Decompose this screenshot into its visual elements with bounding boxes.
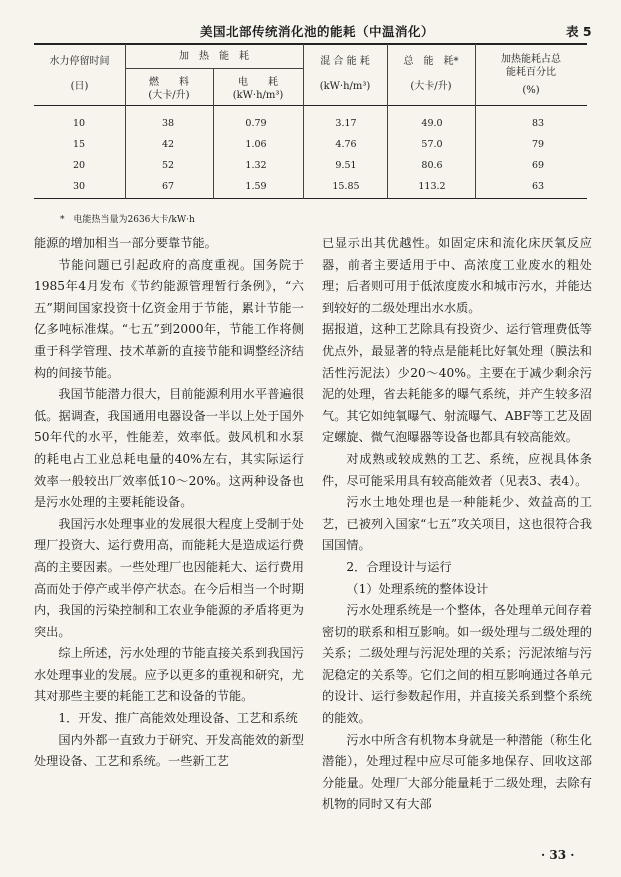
cell-days: 10 [72,118,86,129]
table-number: 表 5 [566,24,592,39]
paragraph: 综上所述，污水处理的节能直接关系到我国污水处理事业的发展。应予以更多的重视和研究，尤其对那些主要的耗能工艺和设备的节能。 [34,646,304,704]
cell-total: 49.0 [421,118,443,129]
paragraph: 能源的增加相当一部分要靠节能。 [34,236,217,250]
header-mixing: 混 合 能 耗 (kW·h/m³) [319,56,371,92]
cell-share: 63 [531,181,545,192]
paragraph: 对成熟或较成熟的工艺、系统，应视具体条件，尽可能采用具有较高能效者（见表3、表4）。 [322,451,592,488]
cell-total: 57.0 [421,139,443,150]
paragraph: 已显示出其优越性。如固定床和流化床厌氧反应器，前者主要适用于中、高浓度工业废水的粗处理；后者则可用于低浓度废水和城市污水，并能达到较好的二级处理出水水质。 [322,236,592,315]
table-caption: 美国北部传统消化池的能耗（中温消化） [200,24,435,39]
header-heating-group: 加 热 能 耗 [179,51,249,62]
header-fuel: 燃 料 (大卡/升) [148,77,190,101]
cell-days: 15 [72,139,86,150]
cell-total: 113.2 [418,181,446,192]
cell-electric: 1.59 [245,181,267,192]
cell-mixing: 4.76 [335,139,357,150]
paragraph: 国内外都一直致力于研究、开发高能效的新型处理设备、工艺和系统。一些新工艺 [34,732,304,769]
heating-group-rule [125,68,303,69]
cell-electric: 1.32 [245,160,267,171]
cell-share: 69 [531,160,545,171]
table-bottom-rule [34,198,587,199]
section-heading: 1．开发、推广高能效处理设备、工艺和系统 [58,711,298,726]
paragraph: 污水中所含有机物本身就是一种潜能（称生化潜能），处理过程中应尽可能多地保存、回收这部分能量。处理厂大部分能量耗于二级处理，去除有机物的同时又有大部 [322,732,592,812]
cell-mixing: 15.85 [332,181,360,192]
table-footnote: * 电能热当量为2636大卡/kW·h [60,215,195,225]
header-retention: 水力停留时间 (日) [49,56,110,92]
header-electric: 电 耗 (kW·h/m³) [232,77,284,101]
table-top-rule [34,43,587,45]
header-share: 加热能耗占总 能耗百分比 (%) [501,54,561,96]
cell-electric: 0.79 [245,118,267,129]
section-heading: 2．合理设计与运行 [346,559,452,574]
subsection-heading: （1）处理系统的整体设计 [346,581,489,596]
cell-days: 20 [72,160,86,171]
header-total: 总 能 耗* (大卡/升) [403,56,459,92]
cell-electric: 1.06 [245,139,267,150]
cell-fuel: 67 [161,181,175,192]
paragraph: 我国节能潜力很大，目前能源利用水平普遍很低。据调查，我国通用电器设备一半以上处于国外50年代的水平，性能差，效率低。鼓风机和水泵的耗电占工业总耗电量的40%左右，其实际运行效率一般较出厂效率低10～20%。这两种设备也是污水处理的主要耗能设备。 [34,387,304,510]
table-column-divider [125,44,126,199]
cell-mixing: 9.51 [335,160,357,171]
paragraph: 节能问题已引起政府的高度重视。国务院于1985年4月发布《节约能源管理暂行条例》，“六五”期间国家投资十亿资金用于节能，累计节能一亿多吨标准煤。“七五”到2000年，节能工作将侧重于科学管理、技术革新的直接节能和调整经济结构的间接节能。 [34,257,304,380]
paragraph: 污水处理系统是一个整体，各处理单元间存着密切的联系和相互影响。如一级处理与二级处理的关系；二级处理与污泥处理的关系；污泥浓缩与污泥稳定的关系等。它们之间的相互影响通过各单元的设计、运行参数起作用，并直接关系到整个系统的能效。 [322,603,592,726]
paragraph: 我国污水处理事业的发展很大程度上受制于处理厂投资大、运行费用高，而能耗大是造成运行费高的主要因素。一些处理厂也因能耗大、运行费用高而处于停产或半停产状态。在今后相当一个时期内，我国的污染控制和工农业争能源的矛盾将更为突出。 [34,516,304,639]
cell-mixing: 3.17 [335,118,357,129]
page-number: · 33 · [541,848,575,862]
cell-days: 30 [72,181,86,192]
left-column [34,233,304,773]
paragraph: 污水土地处理也是一种能耗少、效益高的工艺，已被列入国家“七五”攻关项目，这也很符合我国国情。 [322,495,592,553]
cell-share: 79 [531,139,545,150]
right-column [322,233,592,816]
cell-share: 83 [531,118,545,129]
paragraph: 据报道，这种工艺除具有投资少、运行管理费低等优点外，最显著的特点是能耗比好氧处理（膜法和活性污泥法）少20～40%。主要在于减少剩余污泥的处理，省去耗能多的曝气系统，并产生较多沼气。其它如纯氧曝气、射流曝气、ABF等工艺及固定螺旋、微气泡曝器等设备也都具有较高能效。 [322,322,592,445]
cell-fuel: 52 [161,160,175,171]
cell-fuel: 38 [161,118,175,129]
table-header-rule [34,105,587,106]
cell-fuel: 42 [161,139,175,150]
cell-total: 80.6 [421,160,443,171]
